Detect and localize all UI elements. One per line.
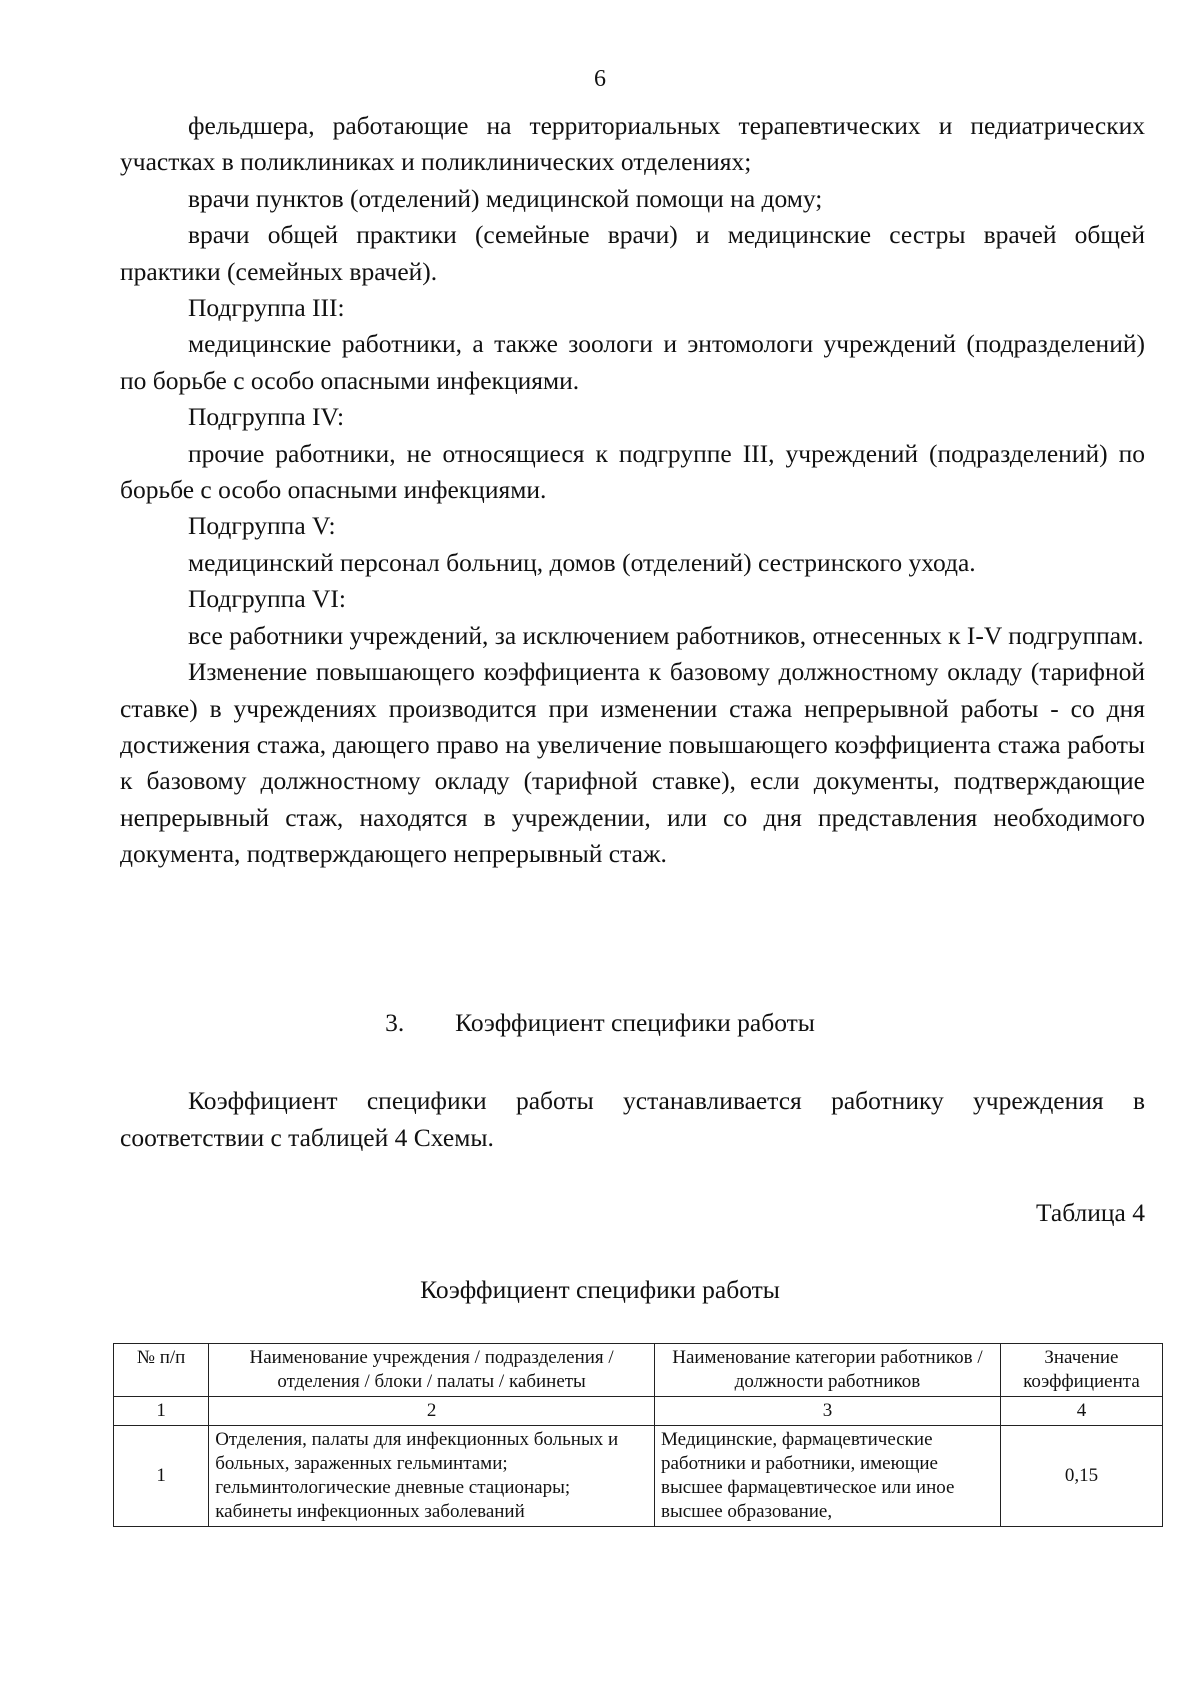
body-text <box>120 108 1145 873</box>
paragraph-general-practice: врачи общей практики (семейные врачи) и медицинские сестры врачей общей практики (семейных врачей). <box>120 220 1145 286</box>
paragraph-subgroup-v: медицинский персонал больниц, домов (отделений) сестринского ухода. <box>188 547 976 577</box>
section-paragraph-text: Коэффициент специфики работы устанавливается работнику учреждения в соответствии с таблицей 4 Схемы. <box>120 1086 1145 1152</box>
subgroup-heading-v: Подгруппа V: <box>188 511 336 541</box>
paragraph-coefficient-change: Изменение повышающего коэффициента к базовому должностному окладу (тарифной ставке) в учреждениях производится при изменении стажа непрерывной работы - со дня достижения стажа, дающего право на увеличение повышающего коэффициента стажа работы к базовому должностному окладу (тарифной ставке), если документы, подтверждающие непрерывный стаж, находятся в учреждении, или со дня представления необходимого документа, подтверждающего непрерывный стаж. <box>120 657 1145 869</box>
header-number: № п/п <box>114 1344 209 1397</box>
table-header-row <box>114 1344 1163 1397</box>
table-title: Коэффициент специфики работы <box>420 1275 780 1304</box>
table-row <box>114 1426 1163 1527</box>
section-paragraph <box>120 1082 1145 1156</box>
paragraph-subgroup-iii: медицинские работники, а также зоологи и энтомологи учреждений (подразделений) по борьбе с особо опасными инфекциями. <box>120 329 1145 395</box>
column-number-1: 1 <box>114 1397 209 1426</box>
row-category: Медицинские, фармацевтические работники и работники, имеющие высшее фармацевтическое или иное высшее образование, <box>655 1426 1001 1527</box>
section-heading <box>0 1008 1200 1038</box>
subgroup-heading-iv: Подгруппа IV: <box>188 402 345 432</box>
paragraph-home-care-doctors: врачи пунктов (отделений) медицинской помощи на дому; <box>188 183 823 213</box>
column-number-4: 4 <box>1000 1397 1162 1426</box>
header-unit: Наименование учреждения / подразделения / отделения / блоки / палаты / кабинеты <box>209 1344 655 1397</box>
subgroup-heading-vi: Подгруппа VI: <box>188 584 347 614</box>
column-number-2: 2 <box>209 1397 655 1426</box>
header-value: Значение коэффициента <box>1000 1344 1162 1397</box>
paragraph-subgroup-iv: прочие работники, не относящиеся к подгруппе III, учреждений (подразделений) по борьбе с особо опасными инфекциями. <box>120 438 1145 505</box>
subgroup-heading-iii: Подгруппа III: <box>188 293 345 323</box>
paragraph-subgroup-vi: все работники учреждений, за исключением работников, отнесенных к I-V подгруппам. <box>188 620 1144 650</box>
column-number-3: 3 <box>655 1397 1001 1426</box>
row-unit: Отделения, палаты для инфекционных больных и больных, зараженных гельминтами; гельминтологические дневные стационары; кабинеты инфекционных заболеваний <box>209 1426 655 1527</box>
table-label: Таблица 4 <box>1035 1198 1145 1227</box>
header-category: Наименование категории работников / должности работников <box>655 1344 1001 1397</box>
page-number: 6 <box>594 66 606 92</box>
paragraph-feldshers: фельдшера, работающие на территориальных терапевтических и педиатрических участках в поликлиниках и поликлинических отделениях; <box>120 111 1145 177</box>
row-number: 1 <box>114 1426 209 1527</box>
table-column-numbers-row <box>114 1397 1163 1426</box>
section-title: Коэффициент специфики работы <box>455 1008 815 1037</box>
row-value: 0,15 <box>1000 1426 1162 1527</box>
section-number: 3. <box>385 1008 405 1037</box>
coefficient-table <box>113 1343 1163 1527</box>
